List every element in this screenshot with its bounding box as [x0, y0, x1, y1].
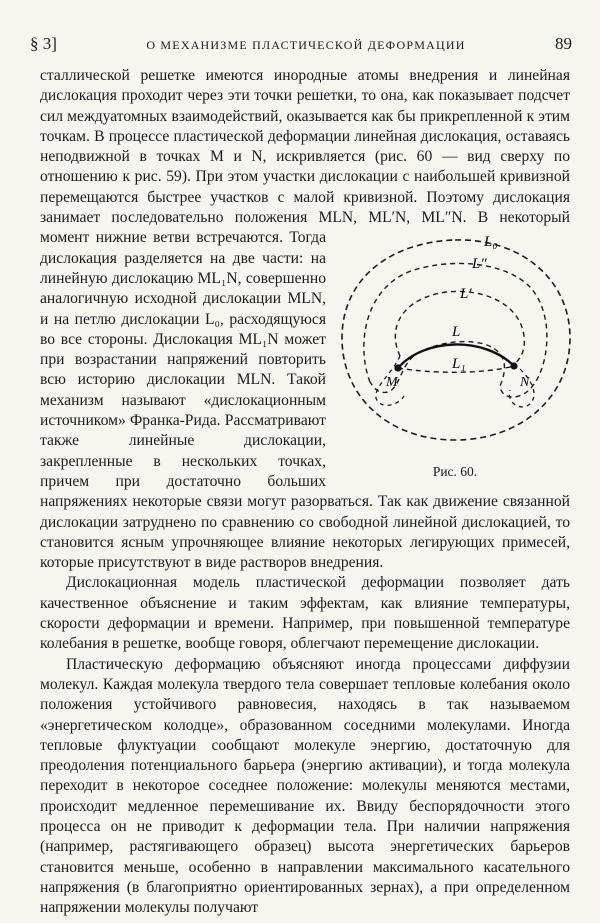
figure-60: [334, 226, 576, 486]
label-l1: L₁: [452, 356, 466, 372]
label-m: M: [386, 375, 398, 390]
running-title: О МЕХАНИЗМЕ ПЛАСТИЧЕСКОЙ ДЕФОРМАЦИИ: [146, 38, 466, 52]
section-number: § 3]: [30, 34, 57, 53]
figure-caption: Рис. 60.: [432, 464, 478, 479]
label-l-prime: L′: [460, 286, 472, 302]
paragraph-1: сталлической решетке имеются инородные атомы внедрения и линейная дислокация проходит через эти точки решетки, то она, как показывает подсчет сил междуатомных взаимодействий, оказывается как бы прикрепленной к этим точкам. В процессе пластической деформации линейная дислокация, оставаясь неподвижной в точках M и N, искривляется (рис. 60 — вид сверху по отношению к рис. 59). При этом участки дислокации с наибольшей кривизной перемещаются быстрее участков с малой кривизной. Поэтому дислокация занимает последовательно положения MLN, ML′N, ML″N. В некоторый момент нижние ветви встречаются. Тогда дислокация разделяется на две части: на линейную дислокацию ML₁N, совершенно аналогичную исходной дислокации MLN, и на петлю дислокации L₀, расходящуюся во все стороны. Дислокация ML₁N может при возрастании напряжений повторить всю историю дислокации MLN. Такой механизм называют «дислокационным источником» Франка-Рида. Рассматривают также линейные дислокации, закрепленные в нескольких точках, причем при достаточно больших напряжениях некоторые связи могут разорваться. Так как движение связанной дислокации затруднено по сравнению со свободной линейной дислокацией, то становится ясным упрочняющее влияние некоторых легирующих примесей, которые присутствуют в виде растворов внедрения.: [40, 67, 570, 572]
body-text: [40, 66, 570, 918]
point-n: [510, 362, 517, 369]
label-l-double-prime: L″: [472, 256, 487, 272]
label-n: N: [520, 375, 530, 390]
paragraph-3: Пластическую деформацию объясняют иногда процессами диффузии молекул. Каждая молекула твердого тела совершает тепловые колебания около положения устойчивого равновесия, находясь в так называемом «энергетическом колодце», образованном соседними молекулами. Иногда тепловые флуктуации сообщают молекуле энергию, достаточную для преодоления потенциального барьера (энергию активации), и тогда молекула переходит в некоторое соседнее положение: молекулы меняются местами, происходит медленное перемешивание их. Ввиду беспорядочности этого процесса он не приводит к деформации тела. При наличии напряжения (например, растягивающего образец) высота энергетических барьеров становится меньше, особенно в направлении максимального касательного напряжения (в благоприятно ориентированных зернах), а при определенном напряжении молекулы получают: [40, 655, 570, 917]
label-l: L: [452, 324, 461, 340]
label-l0: L₀: [484, 234, 498, 250]
page-number: 89: [555, 34, 572, 53]
point-m: [394, 364, 401, 371]
paragraph-2: Дислокационная модель пластической деформации позволяет дать качественное объяснение и таким эффектам, как влияние температуры, скорости деформации и времени. Например, при повышенной температуре колебания в решетке, вообще говоря, облегчают перемещение дислокации.: [40, 574, 570, 653]
dislocation-diagram: [334, 226, 576, 456]
running-header: [30, 34, 572, 56]
